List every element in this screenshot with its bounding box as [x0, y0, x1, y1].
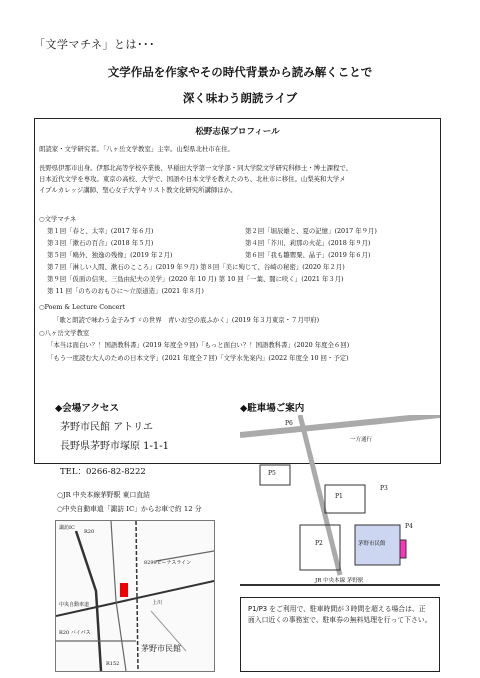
- profile-role: 朗読家・文学研究者。「八ヶ岳文学教室」主宰。山梨県北杜市在住。: [39, 145, 234, 153]
- map-label: 諏訪IC: [59, 525, 75, 531]
- profile-title: 松野志保プロフィール: [195, 127, 280, 137]
- map-label: 上川: [152, 600, 163, 606]
- yatsugatake-item: 「もう一度読む大人のための日本文学」(2021 年度全７回)「文学水先案内」(2022 年度全 10 回・予定): [47, 354, 349, 362]
- parking-label: P1: [335, 493, 343, 500]
- venue-access-train: ○JR 中央本線茅野駅 東口直結: [57, 491, 150, 499]
- section-poem: ○Poem & Lecture Concert: [39, 303, 126, 311]
- parking-map-drawing: [240, 415, 440, 595]
- map-venue-label: 茅野市民館: [141, 644, 181, 653]
- matine-item: 第９回「仮面の信実、三島由紀夫の美学」(2020 年 10 月) 第 10 回「一葉、闇に咲く」(2021 年３月): [47, 275, 344, 283]
- matine-item: 第 11 回「のちのおもひに～立原道造」(2021 年８月): [47, 287, 204, 295]
- parking-label: P2: [315, 540, 323, 547]
- matine-item: 第２回「堀辰雄と、夏の記憶」(2017 年９月): [245, 227, 377, 235]
- yatsugatake-item: 「本当は面白い？！国語教科書」(2019 年度全９回)「もっと面白い？！国語教科書」(2020 年度全６回): [47, 341, 350, 349]
- tagline-line-2: 深く味わう朗読ライブ: [182, 91, 298, 105]
- matine-item: 第４回「芥川、莉那の火花」(2018 年９月): [245, 239, 371, 247]
- area-map: [55, 520, 215, 672]
- tagline-line-1: 文学作品を作家やその時代背景から読み解くことで: [107, 65, 373, 79]
- parking-label: 一方通行: [350, 437, 373, 443]
- matine-item: 第１回「春と、太宰」(2017 年６月): [47, 227, 154, 235]
- matine-item: 第７回「淋しい人間、漱石のこころ」(2019 年９月) 第８回「美に殉じて、谷崎の秘密」(2020 年２月): [47, 263, 345, 271]
- venue-name: 茅野市民館 アトリエ: [60, 422, 153, 433]
- map-label: R152: [106, 661, 120, 667]
- area-map-drawing: [56, 521, 214, 671]
- profile-bio-3: イプルカレッジ講師、聖心女子大学キリスト教文化研究所講師ほか。: [39, 186, 237, 194]
- map-label: R20: [84, 529, 95, 535]
- parking-map: [240, 415, 440, 595]
- map-label: 中央自動車道: [59, 602, 90, 608]
- venue-heading: ◆会場アクセス: [55, 403, 120, 414]
- section-matine: ○文学マチネ: [39, 215, 77, 223]
- parking-venue-label: 茅野市民館: [358, 541, 386, 547]
- venue-address: 長野県茅野市塚原 1-1-1: [60, 441, 170, 452]
- map-label: 8299ビーナスライン: [144, 560, 192, 566]
- parking-heading: ◆駐車場ご案内: [240, 403, 305, 414]
- section-yatsugatake: ○八ヶ岳文学教室: [39, 329, 90, 337]
- matine-item: 第６回「我も雛罌粟、晶子」(2019 年６月): [245, 251, 371, 259]
- parking-notice: P1/P3 をご利用で、駐車時間が３時間を超える場合は、正面入口近くの事務室で、駐車券の無料処理を行って下さい。: [240, 597, 440, 672]
- matine-item: 第３回「漱石の百合」(2018 年５月): [47, 239, 154, 247]
- station-label: JR 中央本線 茅野駅: [315, 578, 364, 584]
- venue-tel: TEL：0266-82-8222: [60, 467, 146, 477]
- profile-bio-1: 長野県伊那市出身。伊那北高等学校卒業後、早稲田大学第一文学部・同大学院文学研究科修士・博士課程で、: [39, 164, 353, 172]
- profile-bio-2: 日本近代文学を専攻。東京の高校、大学で、国語や日本文学を教えたのち、北杜市に移住。山梨英和大学メ: [39, 175, 346, 183]
- venue-marker: [120, 583, 128, 597]
- matine-item: 第５回「鴎外、独逸の残像」(2019 年２月): [47, 251, 173, 259]
- map-label: R20 バイパス: [59, 630, 91, 636]
- parking-label: P5: [268, 470, 276, 477]
- venue-access-car: ○中央自動車道「諏訪 IC」からお車で約 12 分: [57, 505, 202, 513]
- poem-item: 「歌と朗読で味わう金子みすゞの世界 青いお空の底ふかく」(2019 年３月東京・７月甲府): [53, 316, 320, 324]
- parking-label: P3: [380, 485, 388, 492]
- intro-text: 「文学マチネ」とは･･･: [34, 38, 156, 51]
- parking-label: P4: [405, 523, 413, 530]
- parking-label: P6: [285, 420, 293, 427]
